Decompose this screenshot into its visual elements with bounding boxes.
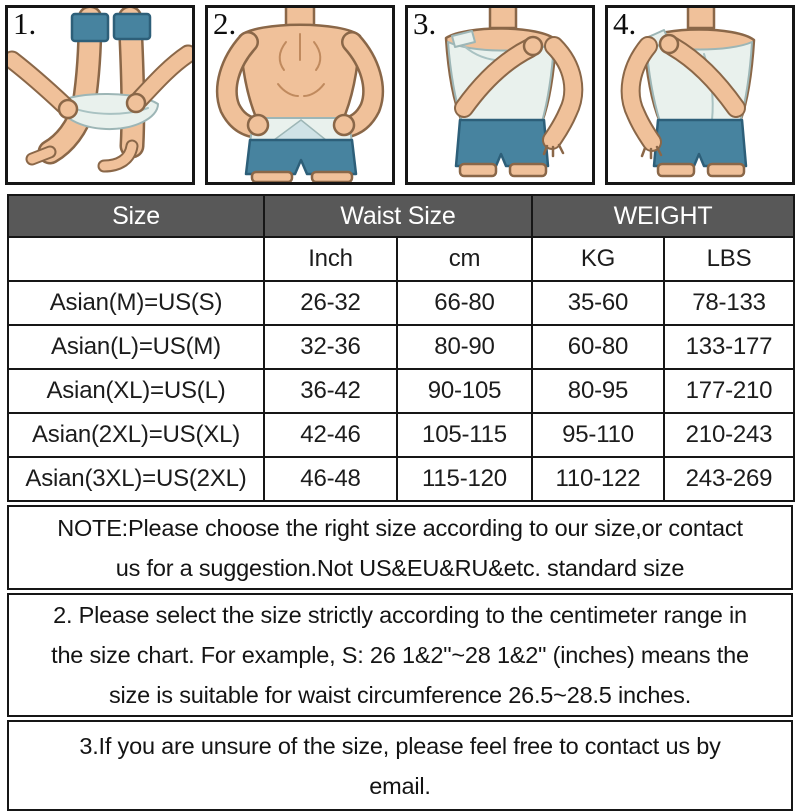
size-cell: Asian(2XL)=US(XL) — [8, 413, 264, 457]
note-line: the size chart. For example, S: 26 1&2"~28 1&2" (inches) means the — [51, 642, 749, 668]
kg-cell: 110-122 — [532, 457, 664, 501]
size-chart-table — [7, 194, 795, 502]
lbs-cell: 210-243 — [664, 413, 794, 457]
table-header-row — [8, 195, 794, 237]
size-cell: Asian(L)=US(M) — [8, 325, 264, 369]
table-row — [8, 457, 794, 501]
size-cell: Asian(M)=US(S) — [8, 281, 264, 325]
note-centimeter-range — [7, 593, 793, 717]
note-line: 2. Please select the size strictly according to the centimeter range in — [53, 602, 747, 628]
note-line: email. — [369, 772, 431, 799]
kg-cell: 35-60 — [532, 281, 664, 325]
col-header-weight: WEIGHT — [532, 195, 794, 237]
kg-cell: 60-80 — [532, 325, 664, 369]
inch-cell: 26-32 — [264, 281, 397, 325]
lbs-cell: 133-177 — [664, 325, 794, 369]
subheader-kg: KG — [532, 237, 664, 281]
note-line: 3.If you are unsure of the size, please feel free to contact us by — [79, 732, 721, 759]
cm-cell: 115-120 — [397, 457, 532, 501]
note-line: size is suitable for waist circumference 26.5~28.5 inches. — [108, 682, 692, 708]
col-header-size: Size — [8, 195, 264, 237]
kg-cell: 95-110 — [532, 413, 664, 457]
subheader-cm: cm — [397, 237, 532, 281]
instruction-panel-1 — [5, 5, 195, 185]
cm-cell: 105-115 — [397, 413, 532, 457]
cm-cell: 80-90 — [397, 325, 532, 369]
instruction-panel-2 — [205, 5, 395, 185]
subheader-inch: Inch — [264, 237, 397, 281]
table-row — [8, 325, 794, 369]
subheader-empty-cell — [8, 237, 264, 281]
inch-cell: 32-36 — [264, 325, 397, 369]
subheader-lbs: LBS — [664, 237, 794, 281]
instruction-panels — [0, 0, 800, 185]
panel-number-1: 1. — [13, 6, 37, 41]
size-cell: Asian(3XL)=US(2XL) — [8, 457, 264, 501]
note-line: us for a suggestion.Not US&EU&RU&etc. standard size — [115, 554, 685, 581]
inch-cell: 46-48 — [264, 457, 397, 501]
table-row — [8, 369, 794, 413]
cm-cell: 90-105 — [397, 369, 532, 413]
note-line: NOTE:Please choose the right size according to our size,or contact — [57, 514, 743, 541]
instruction-panel-3 — [405, 5, 595, 185]
table-row — [8, 281, 794, 325]
kg-cell: 80-95 — [532, 369, 664, 413]
inch-cell: 36-42 — [264, 369, 397, 413]
table-row — [8, 413, 794, 457]
note-standard-size — [7, 505, 793, 590]
lbs-cell: 78-133 — [664, 281, 794, 325]
lbs-cell: 243-269 — [664, 457, 794, 501]
panel-number-3: 3. — [413, 6, 437, 41]
size-cell: Asian(XL)=US(L) — [8, 369, 264, 413]
instruction-panel-4 — [605, 5, 795, 185]
inch-cell: 42-46 — [264, 413, 397, 457]
lbs-cell: 177-210 — [664, 369, 794, 413]
col-header-waist-size: Waist Size — [264, 195, 532, 237]
panel-number-2: 2. — [213, 6, 237, 41]
panel-number-4: 4. — [613, 6, 637, 41]
cm-cell: 66-80 — [397, 281, 532, 325]
note-contact-email — [7, 720, 793, 811]
table-subheader-row — [8, 237, 794, 281]
